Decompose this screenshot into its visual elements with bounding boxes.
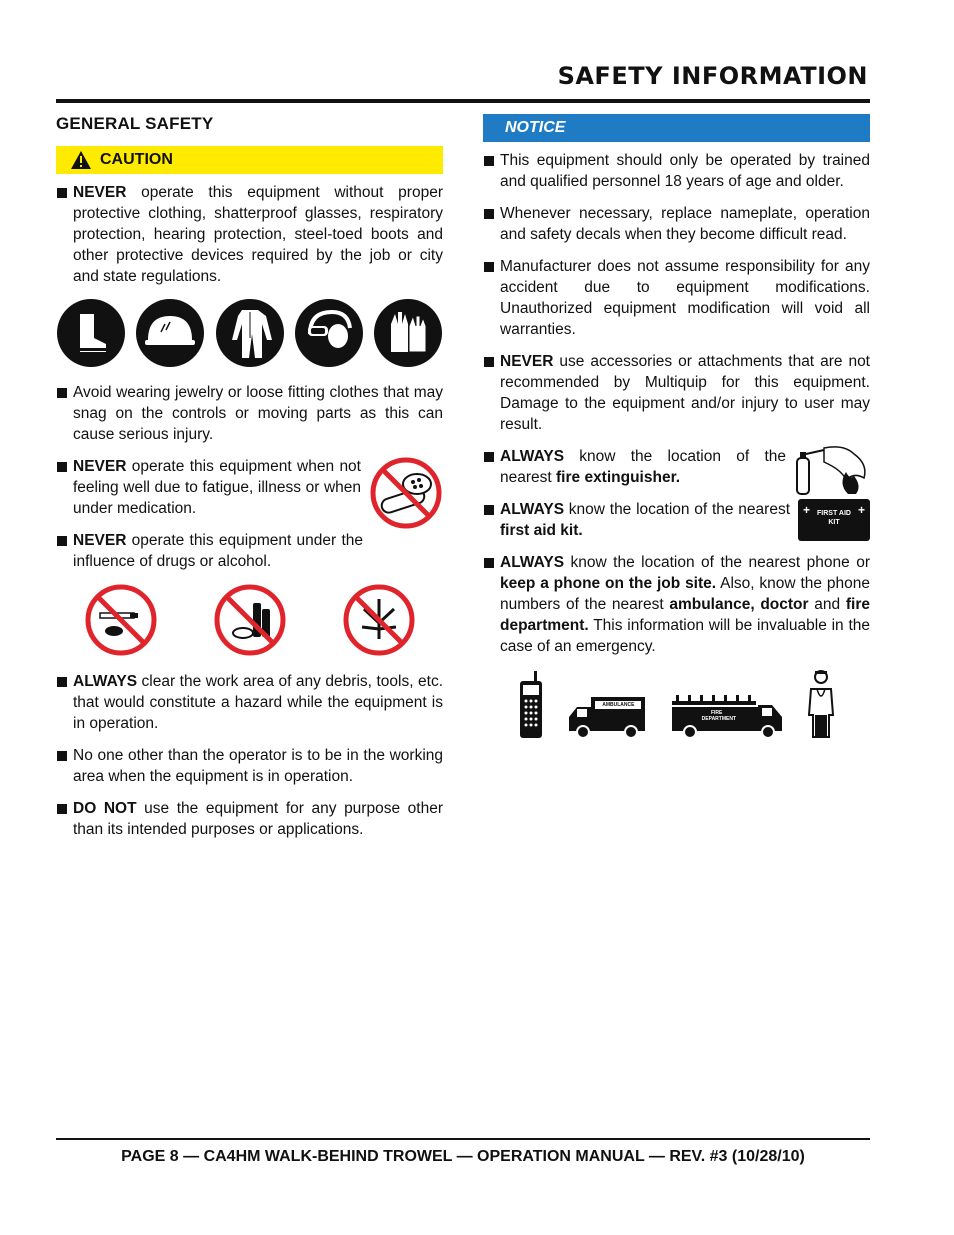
no-medication-icon [369,456,443,530]
warning-triangle-icon [70,150,92,170]
ambulance-icon [567,697,647,739]
first-aid-kit-label-2: KIT [828,519,840,526]
gloves-icon [373,298,443,368]
footer-rule [56,1138,870,1140]
bullet-replace-decals: Whenever necessary, replace nameplate, operation and safety decals when they become difficult read. [483,203,870,245]
goggles-earmuffs-icon [294,298,364,368]
doctor-icon [808,669,834,739]
prohibition-icon-row [56,583,443,657]
bullet-intended-purpose: DO NOT use the equipment for any purpose other than its intended purposes or applications. [56,798,443,840]
bullet-trained-personnel: This equipment should only be operated by trained and qualified personnel 18 years of age and older. [483,150,870,192]
caution-banner [56,146,443,174]
bullet-fire-extinguisher: ALWAYS know the location of the nearest fire extinguisher. [483,446,786,488]
fire-truck-label: FIRE [710,710,723,716]
fire-extinguisher-icon [794,446,870,496]
right-column [483,114,870,739]
bullet-drugs-alcohol: NEVER operate this equipment under the influence of drugs or alcohol. [56,530,363,572]
ppe-icon-row [56,298,443,368]
no-alcohol-icon [213,583,287,657]
hard-hat-icon [135,298,205,368]
header-rule [56,99,870,103]
section-heading-general-safety: GENERAL SAFETY [56,114,214,133]
no-smoking-icon [84,583,158,657]
first-aid-kit-icon: + + FIRST AID KIT [798,499,870,541]
page-title: SAFETY INFORMATION [557,62,868,90]
bullet-clear-work-area: ALWAYS clear the work area of any debris, tools, etc. that would constitute a hazard while the equipment is in operation. [56,671,443,734]
bullet-illness: NEVER operate this equipment when not feeling well due to fatigue, illness or when under medication. [56,456,361,519]
bullet-jewelry: Avoid wearing jewelry or loose fitting clothes that may snag on the controls or moving parts as this can cause serious injury. [56,382,443,445]
safety-boot-icon [56,298,126,368]
left-column [56,114,443,851]
first-aid-row [483,499,870,552]
notice-label: NOTICE [505,119,566,136]
fire-truck-label-2: DEPARTMENT [701,716,737,722]
emergency-icon-row [519,669,834,739]
coveralls-icon [215,298,285,368]
ambulance-label: AMBULANCE [595,701,641,709]
bullet-first-aid: ALWAYS know the location of the nearest first aid kit. [483,499,790,541]
bullet-no-one-else: No one other than the operator is to be in the working area when the equipment is in operation. [56,745,443,787]
page-footer: PAGE 8 — CA4HM WALK-BEHIND TROWEL — OPERATION MANUAL — REV. #3 (10/28/10) [121,1148,805,1165]
cell-phone-icon [519,671,543,739]
fire-truck-icon [672,693,784,739]
notice-banner [483,114,870,142]
bullet-accessories: NEVER use accessories or attachments that are not recommended by Multiquip for this equipment. Damage to the equipment and/or injury to user may result. [483,351,870,435]
caution-label: CAUTION [100,151,173,168]
illness-row [56,456,443,530]
bullet-protective-clothing: NEVER operate this equipment without proper protective clothing, shatterproof glasses, respiratory protection, hearing protection, steel-toed boots and other protective devices required by the job or city and state regulations. [56,182,443,287]
extinguisher-row [483,446,870,499]
bullet-modifications: Manufacturer does not assume responsibility for any accident due to equipment modifications. Unauthorized equipment modification will void all warranties. [483,256,870,340]
bullet-phone: ALWAYS know the location of the nearest phone or keep a phone on the job site. Also, know the phone numbers of the nearest ambulance, doctor and fire department. This information will be invaluable in the case of an emergency. [483,552,870,657]
no-drugs-icon [342,583,416,657]
first-aid-kit-label: FIRST AID [817,510,851,517]
